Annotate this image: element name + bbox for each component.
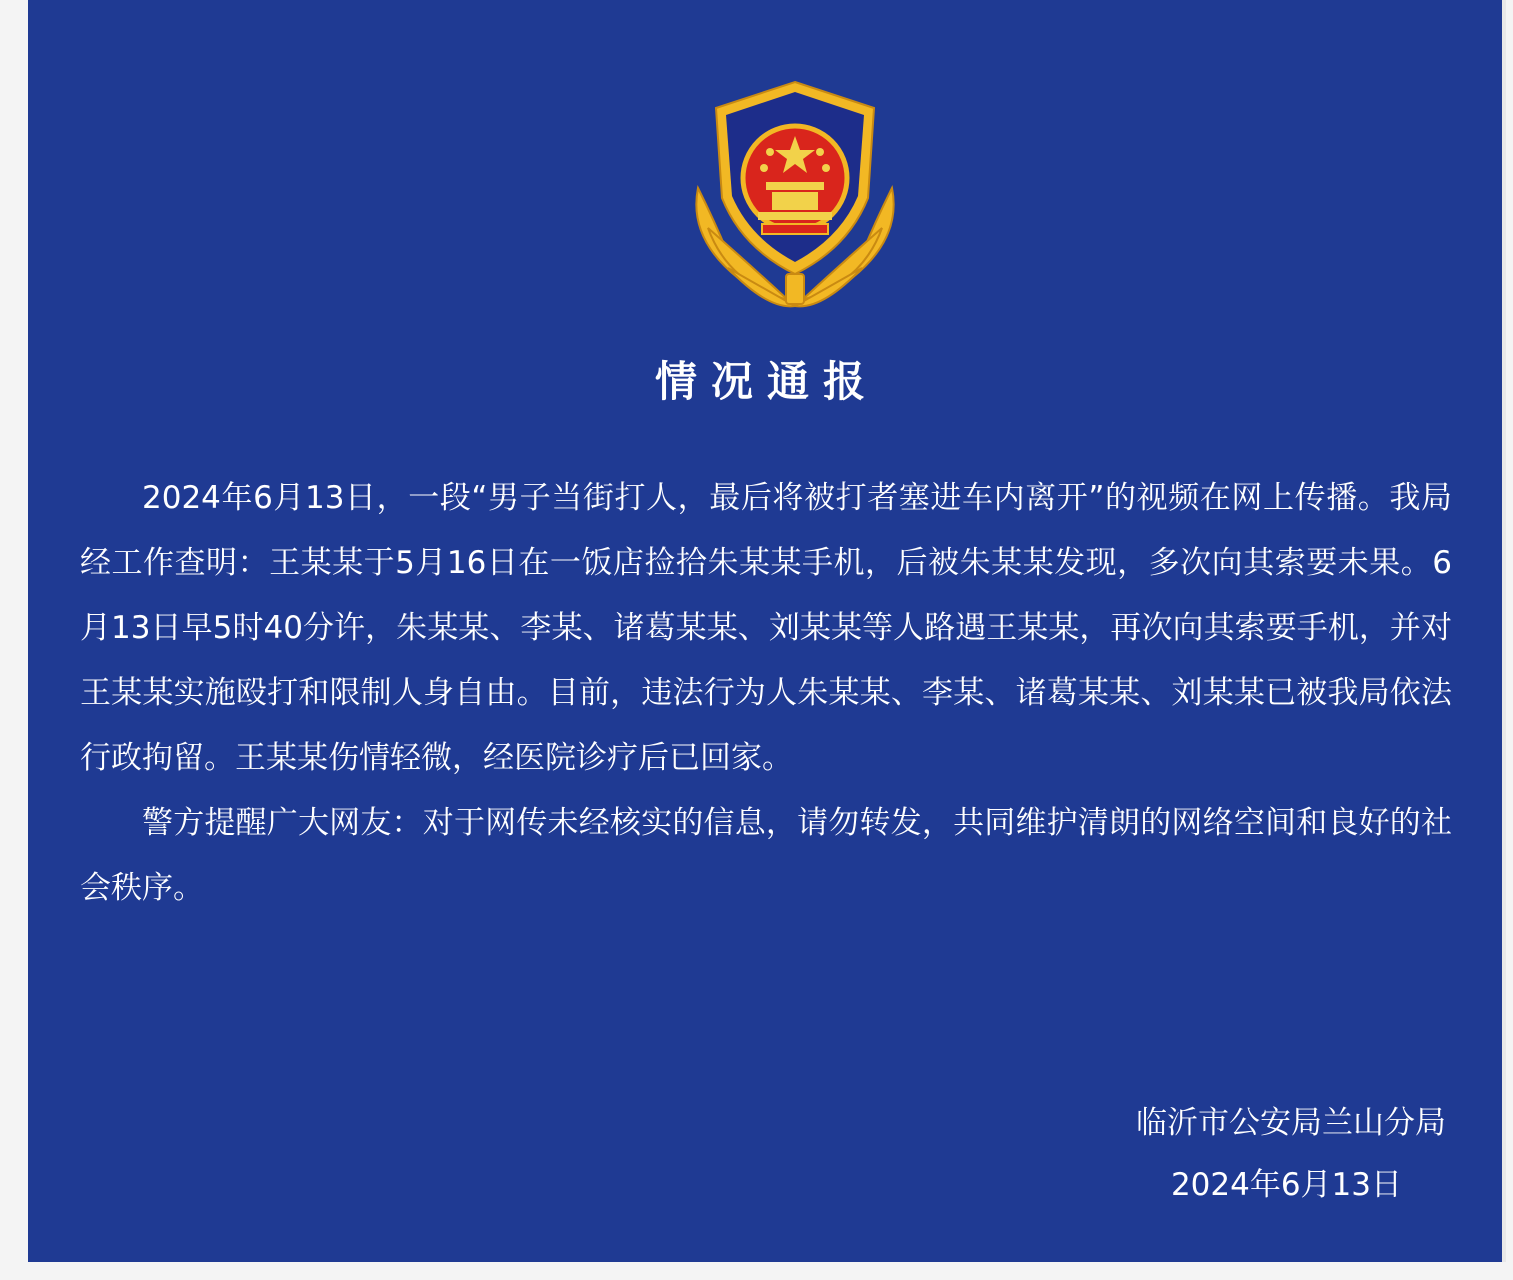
issuer-name: 临沂市公安局兰山分局 [1136, 1105, 1446, 1141]
notice-panel [28, 0, 1506, 1262]
notice-title: 情况通报 [654, 357, 879, 406]
notice-body [80, 466, 1452, 921]
notice-signature [1136, 1092, 1446, 1216]
issue-date: 2024年6月13日 [1170, 1167, 1402, 1203]
police-badge-icon [678, 78, 912, 312]
notice-paragraph: 2024年6月13日，一段“男子当街打人，最后将被打者塞进车内离开”的视频在网上传播。我局经工作查明：王某某于5月16日在一饭店捡拾朱某某手机，后被朱某某发现，多次向其索要未果。6月13日早5时40分许，朱某某、李某、诸葛某某、刘某某等人路遇王某某，再次向其索要手机，并对王某某实施殴打和限制人身自由。目前，违法行为人朱某某、李某、诸葛某某、刘某某已被我局依法行政拘留。王某某伤情轻微，经医院诊疗后已回家。 [80, 480, 1452, 776]
notice-paragraph: 警方提醒广大网友：对于网传未经核实的信息，请勿转发，共同维护清朗的网络空间和良好的社会秩序。 [80, 805, 1452, 906]
